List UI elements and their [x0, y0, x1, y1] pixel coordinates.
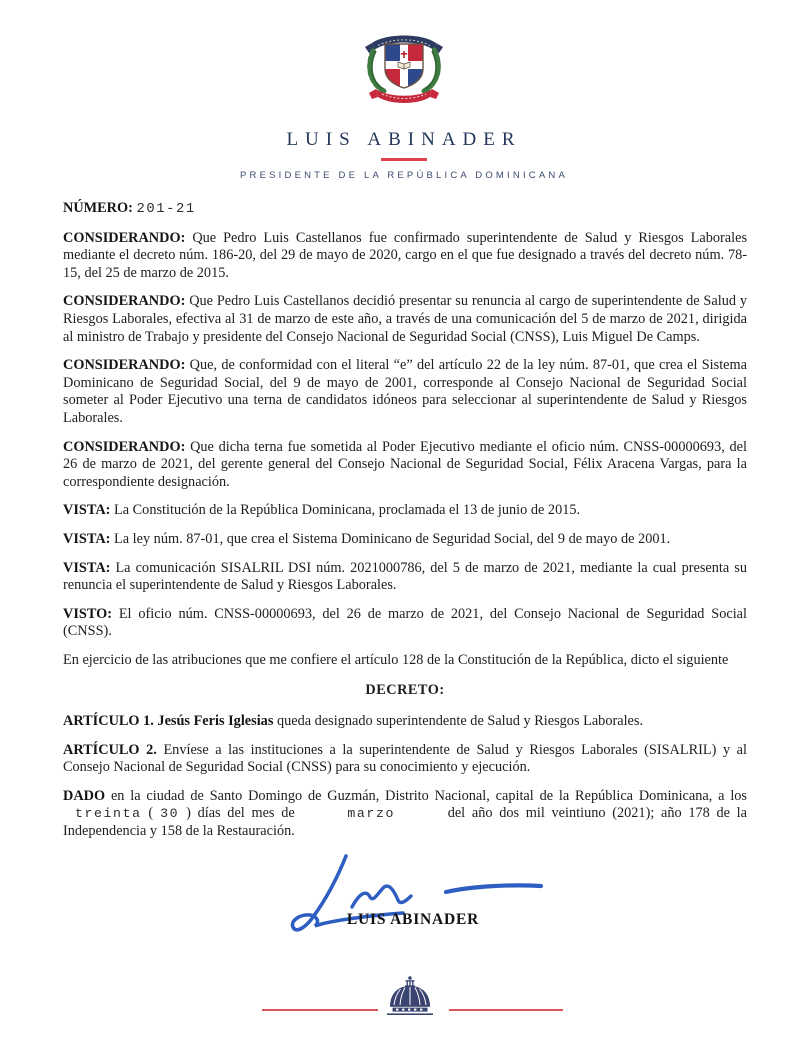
decree-body — [63, 200, 747, 852]
article-paragraph: ARTÍCULO 1. Jesús Feris Iglesias queda designado superintendente de Salud y Riesgos Laborales. — [63, 713, 644, 730]
recital-paragraph: VISTA: La Constitución de la República Dominicana, proclamada el 13 de junio de 2015. — [63, 502, 581, 519]
president-name: LUIS ABINADER — [286, 129, 522, 150]
recital-paragraph: VISTA: La comunicación SISALRIL DSI núm. 2021000786, del 5 de marzo de 2021, mediante la cual presenta su renuncia el superintendente de Salud y Riesgos Laborales. — [63, 559, 747, 594]
coat-of-arms-svg — [356, 27, 452, 109]
dominican-coat-of-arms-icon — [0, 27, 808, 109]
typed-month: marzo — [347, 806, 395, 822]
typed-day-number: 30 — [160, 806, 180, 822]
recital-paragraph: VISTA: La ley núm. 87-01, que crea el Sistema Dominicano de Seguridad Social, del 9 de mayo de 2001. — [63, 530, 671, 547]
numero-label: NÚMERO: — [63, 200, 133, 216]
article-paragraph: ARTÍCULO 2. Envíese a las instituciones a la superintendente de Salud y Riesgos Laborales (SISALRIL) y al Consejo Nacional de Seguridad Social (CNSS) para su conocimiento y ejecución. — [63, 741, 747, 776]
president-subtitle: PRESIDENTE DE LA REPÚBLICA DOMINICANA — [240, 170, 568, 181]
recital-paragraph: CONSIDERANDO: Que Pedro Luis Castellanos decidió presentar su renuncia al cargo de superintendente de Salud y Riesgos Laborales, efectiva al 31 de marzo de este año, a través de una comunicación del 5 de marzo de 2021, dirigida al ministro de Trabajo y presidente del Consejo Nacional de Seguridad Social (CNSS), Luis Miguel De Camps. — [63, 293, 747, 345]
capitol-dome-svg — [387, 976, 433, 1020]
page-footer — [0, 974, 808, 1024]
numero-line — [63, 200, 747, 219]
dado-paragraph: DADO en la ciudad de Santo Domingo de Guzmán, Distrito Nacional, capital de la República Dominicana, a los treinta ( 30 ) días del mes de marzo del año dos mil veintiuno (2021); año 178 de la Independencia y 158 de la Restauración. — [63, 787, 747, 840]
recital-paragraph: CONSIDERANDO: Que dicha terna fue sometida al Poder Ejecutivo mediante el oficio núm. CNSS-00000693, del 26 de marzo de 2021, del gerente general del Consejo Nacional de Seguridad Social, Félix Aracena Vargas, para la correspondiente designación. — [63, 438, 747, 490]
preamble-close: En ejercicio de las atribuciones que me confiere el artículo 128 de la Constitución de la República, dicto el siguiente — [63, 651, 729, 668]
footer-line-left — [262, 1009, 378, 1011]
numero-value: 201-21 — [136, 202, 196, 217]
recital-paragraph: CONSIDERANDO: Que Pedro Luis Castellanos fue confirmado superintendente de Salud y Riesgos Laborales mediante el decreto núm. 186-20, del 29 de mayo de 2020, cargo en el que fue designado a través del decreto núm. 78-15, del 25 de marzo de 2015. — [63, 229, 748, 281]
red-divider — [381, 158, 427, 161]
footer-line-right — [449, 1009, 563, 1011]
recital-paragraph: CONSIDERANDO: Que, de conformidad con el literal “e” del artículo 22 de la ley núm. 87-01, que crea el Sistema Dominicano de Seguridad Social, del 9 de mayo de 2001, corresponde al Consejo Nacional de Seguridad Social someter al Poder Ejecutivo una terna de candidatos idóneos para seleccionar al superintendente de Salud y Riesgos Laborales. — [63, 357, 747, 426]
decreto-heading: DECRETO: — [365, 682, 445, 699]
signature-name: LUIS ABINADER — [346, 911, 480, 928]
letterhead — [0, 27, 808, 181]
typed-day-word: treinta — [75, 806, 142, 822]
recital-paragraph: VISTO: El oficio núm. CNSS-00000693, del 26 de marzo de 2021, del Consejo Nacional de Seguridad Social (CNSS). — [63, 605, 747, 640]
capitol-dome-icon — [387, 976, 433, 1025]
